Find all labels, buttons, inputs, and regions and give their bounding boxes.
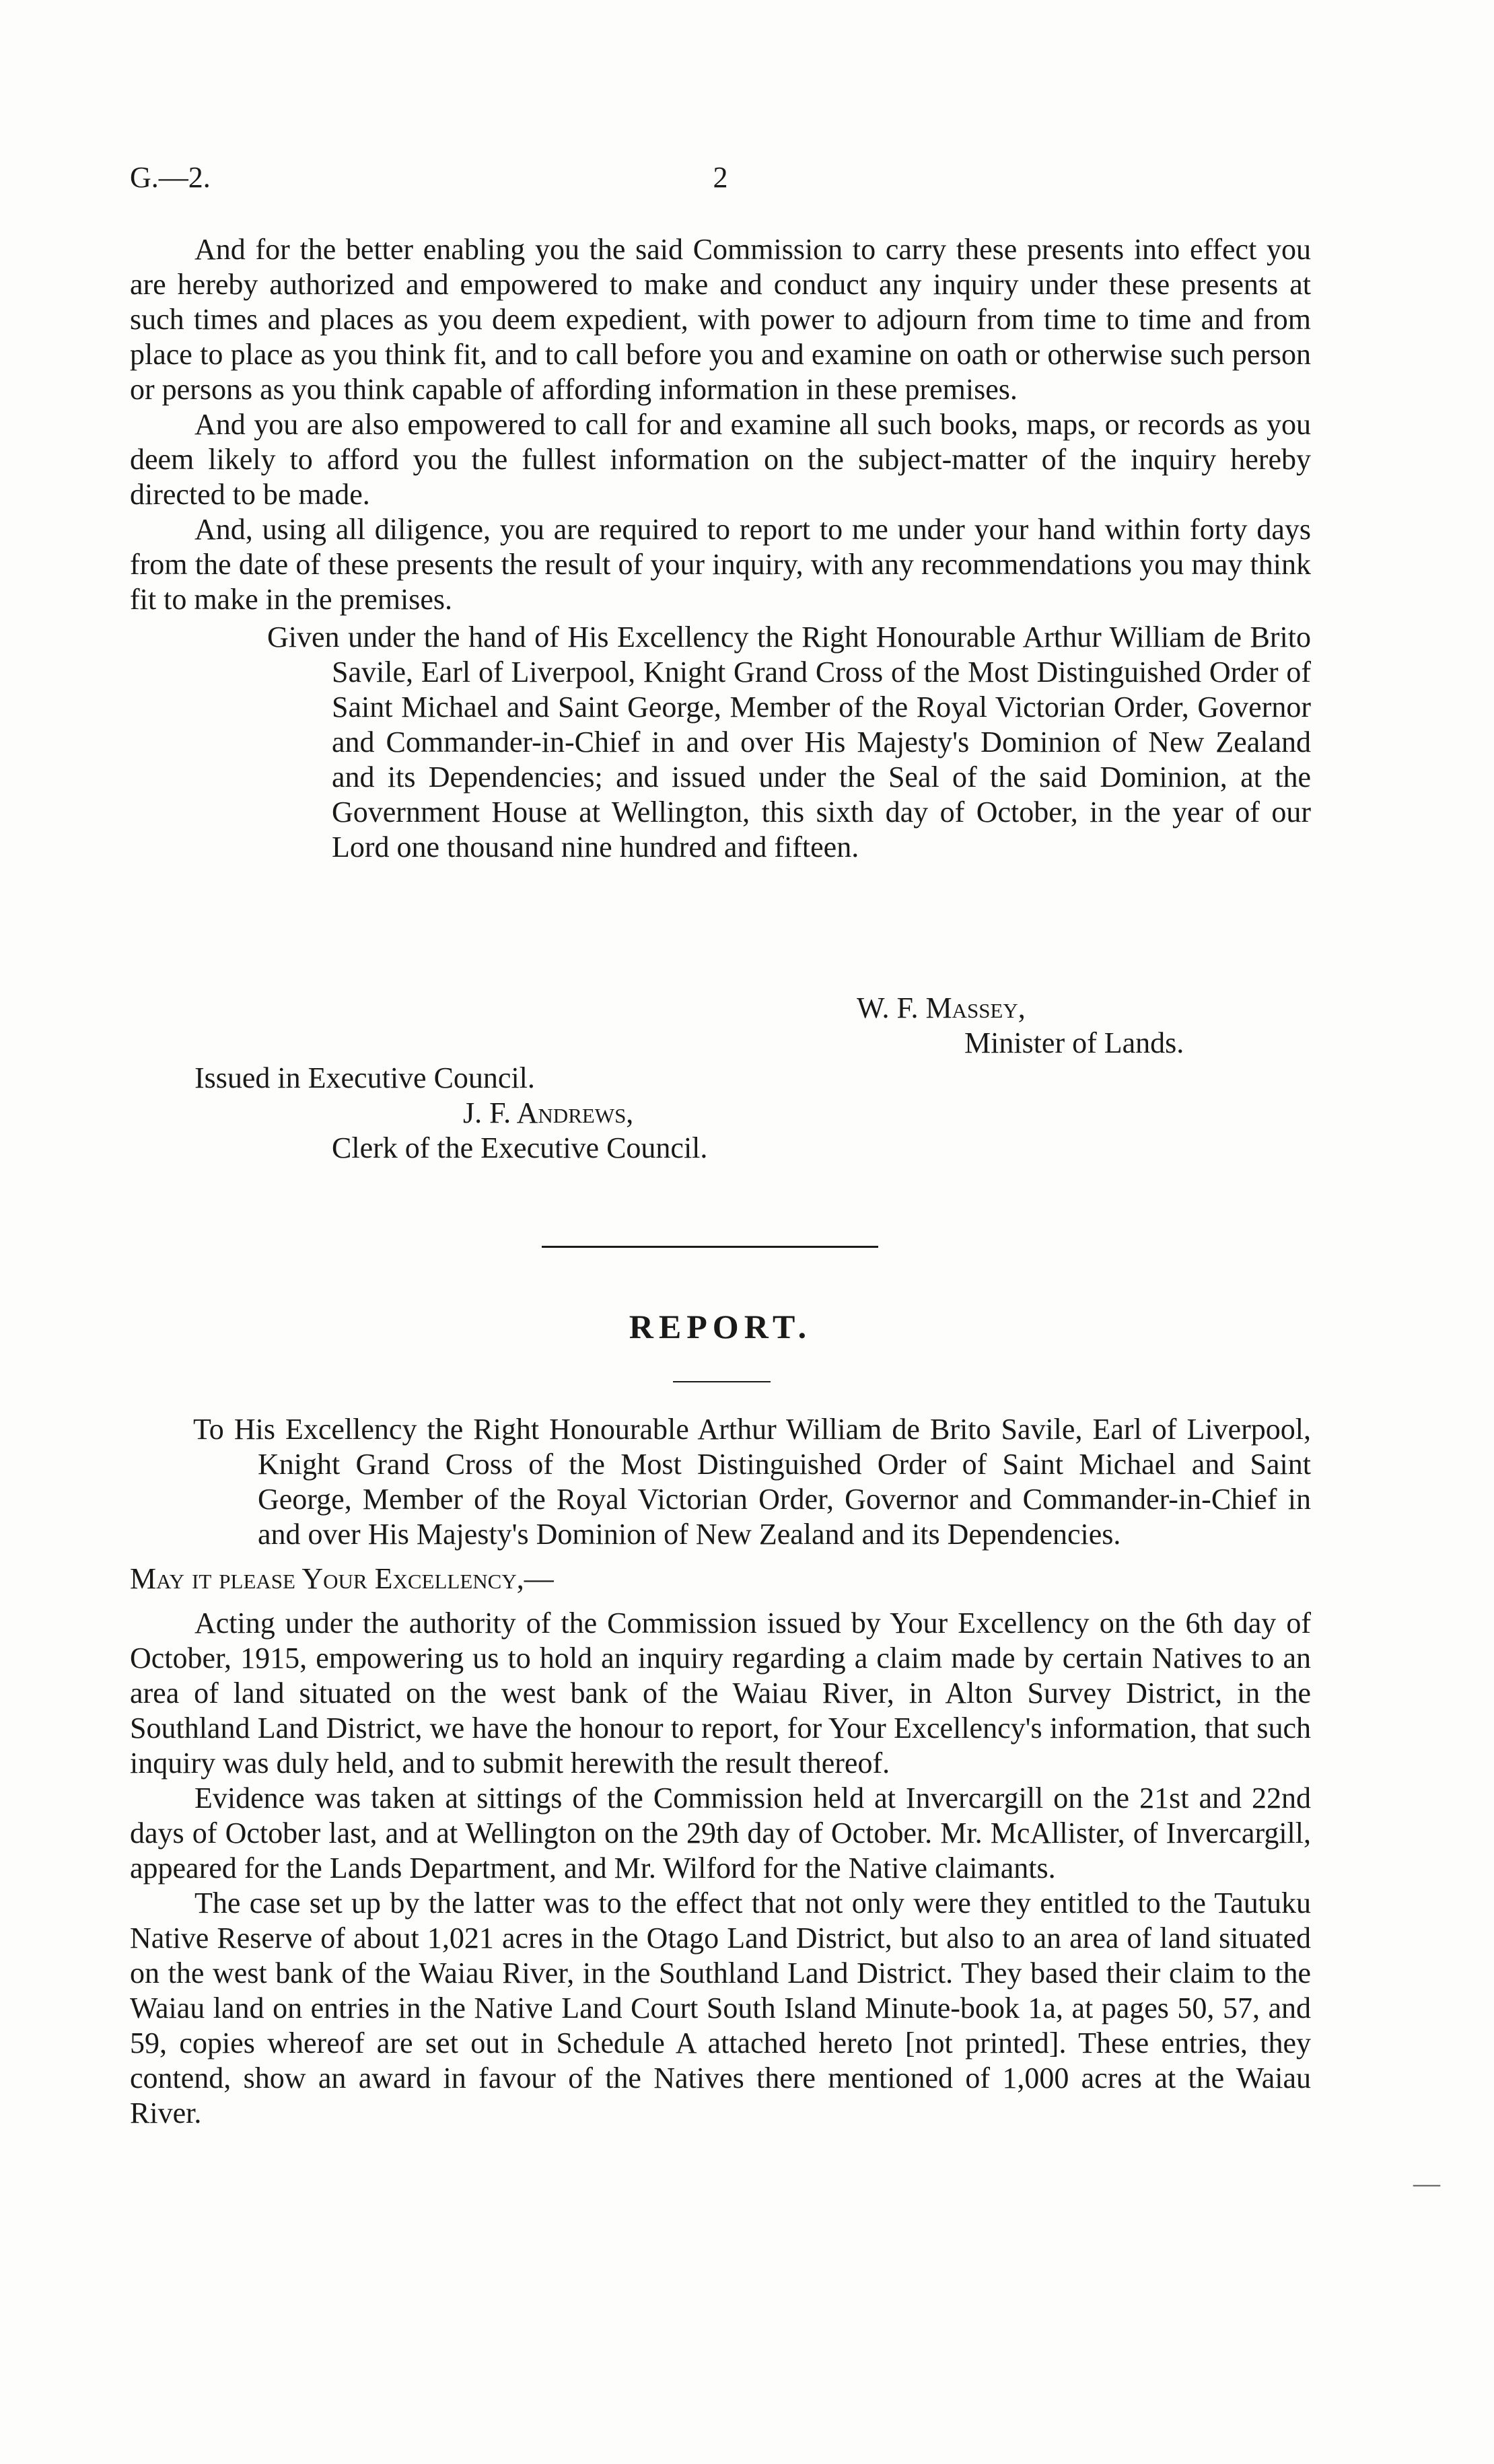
- commission-paragraph-3: And, using all diligence, you are required to report to me under your hand within forty days from the date of these presents the result of your inquiry, with any recommendations you may think fit to make in the premises.: [130, 513, 1311, 616]
- page-header: [130, 160, 1311, 201]
- page-number: 2: [713, 161, 728, 194]
- section-divider: [542, 1246, 878, 1248]
- report-paragraph-2: Evidence was taken at sittings of the Commission held at Invercargill on the 21st and 22nd days of October last, and at Wellington on the 29th day of October. Mr. McAllister, of Invercargill, appeared for the Lands Department, and Mr. Wilford for the Native claimants.: [130, 1782, 1311, 1885]
- report-address: To His Excellency the Right Honourable Arthur William de Brito Savile, Earl of Liverpool, Knight Grand Cross of the Most Distinguished Order of Saint Michael and Saint George, Member of the Royal Victorian Order, Governor and Commander-in-Chief in and over His Majesty's Dominion of New Zealand and its Dependencies.: [193, 1413, 1311, 1551]
- executive-council-issue: [130, 1061, 1311, 1166]
- margin-mark: —: [1413, 2168, 1440, 2198]
- minister-title: Minister of Lands.: [964, 1026, 1184, 1059]
- issued-in-council: Issued in Executive Council.: [194, 1061, 535, 1094]
- document-reference: G.—2.: [130, 161, 211, 194]
- salutation: May it please Your Excellency,—: [130, 1562, 554, 1595]
- clerk-title: Clerk of the Executive Council.: [332, 1131, 708, 1164]
- commission-text: [130, 232, 1311, 865]
- minister-name: W. F. Massey,: [857, 991, 1026, 1024]
- report-body: [130, 1412, 1311, 2131]
- minister-signature: [130, 991, 1311, 1061]
- clerk-name: J. F. Andrews,: [463, 1096, 634, 1129]
- commission-paragraph-2: And you are also empowered to call for and examine all such books, maps, or records as you deem likely to afford you the fullest information on the subject-matter of the inquiry hereby directed to be made.: [130, 408, 1311, 511]
- report-paragraph-1: Acting under the authority of the Commission issued by Your Excellency on the 6th day of October, 1915, empowering us to hold an inquiry regarding a claim made by certain Natives to an area of land situated on the west bank of the Waiau River, in Alton Survey District, in the Southland Land District, we have the honour to report, for Your Excellency's information, that such inquiry was duly held, and to submit herewith the result thereof.: [130, 1607, 1311, 1780]
- report-paragraph-3: The case set up by the latter was to the effect that not only were they entitled to the Tautuku Native Reserve of about 1,021 acres in the Otago Land District, but also to an area of land situated on the west bank of the Waiau River, in the Southland Land District. They based their claim to the Waiau land on entries in the Native Land Court South Island Minute-book 1a, at pages 50, 57, and 59, copies whereof are set out in Schedule A attached hereto [not printed]. These entries, they contend, show an award in favour of the Natives there mentioned of 1,000 acres at the Waiau River.: [130, 1887, 1311, 2129]
- commission-paragraph-1: And for the better enabling you the said Commission to carry these presents into effect you are hereby authorized and empowered to make and conduct any inquiry under these presents at such times and places as you deem expedient, with power to adjourn from time to time and from place to place as you think fit, and to call before you and examine on oath or otherwise such person or persons as you think capable of affording information in these premises.: [130, 233, 1311, 406]
- report-title: REPORT.: [629, 1308, 812, 1345]
- title-underline: [673, 1381, 771, 1382]
- given-under-hand-clause: Given under the hand of His Excellency the Right Honourable Arthur William de Brito Savile, Earl of Liverpool, Knight Grand Cross of the Most Distinguished Order of Saint Michael and Saint George, Member of the Royal Victorian Order, Governor and Commander-in-Chief in and over His Majesty's Dominion of New Zealand and its Dependencies; and issued under the Seal of the said Dominion, at the Government House at Wellington, this sixth day of October, in the year of our Lord one thousand nine hundred and fifteen.: [267, 621, 1311, 864]
